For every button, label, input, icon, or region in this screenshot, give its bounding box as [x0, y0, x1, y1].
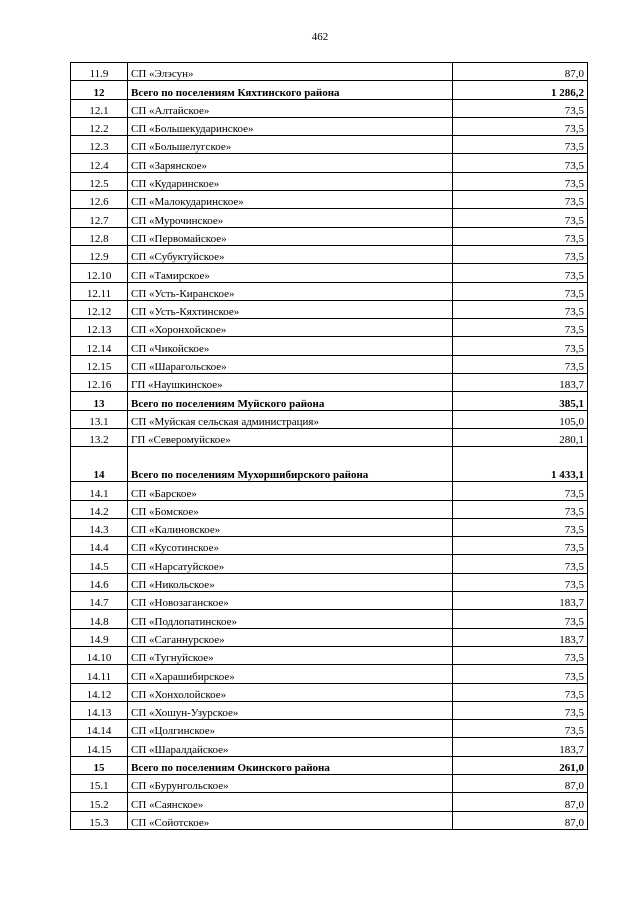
settlement-name-cell: СП «Зарянское» [128, 154, 453, 172]
amount-cell: 73,5 [453, 537, 588, 555]
table-row [71, 410, 588, 428]
settlement-name-cell: СП «Хошун-Узурское» [128, 701, 453, 719]
row-number-cell: 12.8 [71, 227, 128, 245]
amount-cell: 105,0 [453, 410, 588, 428]
amount-cell: 183,7 [453, 374, 588, 392]
table-row [71, 555, 588, 573]
table-row [71, 720, 588, 738]
amount-cell: 73,5 [453, 337, 588, 355]
settlement-name-cell: СП «Сойотское» [128, 811, 453, 829]
table-row [71, 63, 588, 81]
row-number-cell: 13.1 [71, 410, 128, 428]
settlement-name-cell: ГП «Северомуйское» [128, 428, 453, 446]
table-total-row [71, 756, 588, 774]
settlement-name-cell: СП «Кусотинское» [128, 537, 453, 555]
amount-cell: 87,0 [453, 793, 588, 811]
table-row [71, 154, 588, 172]
row-number-cell: 14.10 [71, 646, 128, 664]
settlement-name-cell: СП «Алтайское» [128, 99, 453, 117]
amount-cell: 280,1 [453, 428, 588, 446]
settlement-name-cell: СП «Цолгинское» [128, 720, 453, 738]
row-number-cell: 12 [71, 81, 128, 99]
table-row [71, 282, 588, 300]
settlement-name-cell: СП «Усть-Киранское» [128, 282, 453, 300]
table-row [71, 573, 588, 591]
settlement-name-cell: СП «Элэсун» [128, 63, 453, 81]
settlement-name-cell: СП «Саянское» [128, 793, 453, 811]
table-total-row [71, 392, 588, 410]
amount-cell: 73,5 [453, 683, 588, 701]
table-row [71, 300, 588, 318]
row-number-cell: 12.3 [71, 136, 128, 154]
table-total-row [71, 447, 588, 482]
amount-cell: 73,5 [453, 282, 588, 300]
amount-cell: 73,5 [453, 99, 588, 117]
settlement-name-cell: СП «Новозаганское» [128, 592, 453, 610]
row-number-cell: 12.13 [71, 319, 128, 337]
settlement-name-cell: СП «Мурочинское» [128, 209, 453, 227]
settlement-name-cell: СП «Бомское» [128, 500, 453, 518]
settlement-name-cell: СП «Калиновское» [128, 518, 453, 536]
table-row [71, 99, 588, 117]
table-row [71, 136, 588, 154]
table-row [71, 117, 588, 135]
row-number-cell: 13 [71, 392, 128, 410]
amount-cell: 73,5 [453, 209, 588, 227]
amount-cell: 73,5 [453, 319, 588, 337]
row-number-cell: 14.2 [71, 500, 128, 518]
row-number-cell: 14.15 [71, 738, 128, 756]
table-row [71, 537, 588, 555]
table-row [71, 646, 588, 664]
amount-cell: 183,7 [453, 738, 588, 756]
settlement-name-cell: СП «Бурунгольское» [128, 774, 453, 792]
row-number-cell: 14.1 [71, 482, 128, 500]
settlement-name-cell: СП «Хонхолойское» [128, 683, 453, 701]
table-row [71, 701, 588, 719]
amount-cell: 73,5 [453, 646, 588, 664]
table-row [71, 774, 588, 792]
amount-cell: 73,5 [453, 245, 588, 263]
settlement-name-cell: СП «Харашибирское» [128, 665, 453, 683]
table-row [71, 500, 588, 518]
table-row [71, 665, 588, 683]
amount-cell: 73,5 [453, 355, 588, 373]
row-number-cell: 14.11 [71, 665, 128, 683]
settlement-name-cell: СП «Кударинское» [128, 172, 453, 190]
table-row [71, 482, 588, 500]
amount-cell: 73,5 [453, 172, 588, 190]
row-number-cell: 14.6 [71, 573, 128, 591]
row-number-cell: 14.9 [71, 628, 128, 646]
amount-cell: 261,0 [453, 756, 588, 774]
amount-cell: 73,5 [453, 154, 588, 172]
row-number-cell: 14.14 [71, 720, 128, 738]
amount-cell: 73,5 [453, 665, 588, 683]
table-row [71, 191, 588, 209]
row-number-cell: 15.1 [71, 774, 128, 792]
settlement-name-cell: СП «Тамирское» [128, 264, 453, 282]
row-number-cell: 15.2 [71, 793, 128, 811]
settlement-name-cell: СП «Чикойское» [128, 337, 453, 355]
page-number: 462 [311, 31, 329, 43]
row-number-cell: 14.8 [71, 610, 128, 628]
settlement-name-cell: Всего по поселениям Кяхтинского района [128, 81, 453, 99]
settlement-name-cell: СП «Большекударинское» [128, 117, 453, 135]
row-number-cell: 14.7 [71, 592, 128, 610]
amount-cell: 73,5 [453, 136, 588, 154]
table-row [71, 428, 588, 446]
row-number-cell: 12.11 [71, 282, 128, 300]
amount-cell: 73,5 [453, 300, 588, 318]
row-number-cell: 12.7 [71, 209, 128, 227]
settlement-name-cell: СП «Субуктуйское» [128, 245, 453, 263]
amount-cell: 73,5 [453, 555, 588, 573]
table-row [71, 264, 588, 282]
settlement-name-cell: Всего по поселениям Мухоршибирского района [128, 447, 453, 482]
row-number-cell: 12.12 [71, 300, 128, 318]
amount-cell: 87,0 [453, 63, 588, 81]
table-row [71, 683, 588, 701]
amount-cell: 73,5 [453, 191, 588, 209]
row-number-cell: 12.2 [71, 117, 128, 135]
settlement-name-cell: СП «Саганнурское» [128, 628, 453, 646]
row-number-cell: 15 [71, 756, 128, 774]
table-row [71, 209, 588, 227]
amount-cell: 385,1 [453, 392, 588, 410]
amount-cell: 73,5 [453, 117, 588, 135]
table-row [71, 355, 588, 373]
row-number-cell: 12.9 [71, 245, 128, 263]
amount-cell: 183,7 [453, 592, 588, 610]
table-row [71, 793, 588, 811]
amount-cell: 73,5 [453, 518, 588, 536]
row-number-cell: 14 [71, 447, 128, 482]
settlement-name-cell: СП «Усть-Кяхтинское» [128, 300, 453, 318]
settlement-name-cell: СП «Малокударинское» [128, 191, 453, 209]
row-number-cell: 12.15 [71, 355, 128, 373]
settlement-name-cell: СП «Муйская сельская администрация» [128, 410, 453, 428]
table-row [71, 374, 588, 392]
row-number-cell: 12.4 [71, 154, 128, 172]
table-row [71, 227, 588, 245]
amount-cell: 73,5 [453, 482, 588, 500]
row-number-cell: 12.10 [71, 264, 128, 282]
table-row [71, 592, 588, 610]
row-number-cell: 14.4 [71, 537, 128, 555]
table-row [71, 337, 588, 355]
settlement-name-cell: СП «Шаралдайское» [128, 738, 453, 756]
row-number-cell: 12.1 [71, 99, 128, 117]
row-number-cell: 12.14 [71, 337, 128, 355]
settlement-name-cell: СП «Барское» [128, 482, 453, 500]
table-row [71, 610, 588, 628]
settlement-name-cell: Всего по поселениям Муйского района [128, 392, 453, 410]
amount-cell: 1 286,2 [453, 81, 588, 99]
settlement-name-cell: СП «Подлопатинское» [128, 610, 453, 628]
amount-cell: 87,0 [453, 811, 588, 829]
amount-cell: 1 433,1 [453, 447, 588, 482]
settlements-table [70, 62, 588, 830]
amount-cell: 73,5 [453, 573, 588, 591]
amount-cell: 73,5 [453, 500, 588, 518]
settlement-name-cell: Всего по поселениям Окинского района [128, 756, 453, 774]
table-row [71, 811, 588, 829]
table-total-row [71, 81, 588, 99]
settlement-name-cell: СП «Нарсатуйское» [128, 555, 453, 573]
row-number-cell: 14.5 [71, 555, 128, 573]
amount-cell: 183,7 [453, 628, 588, 646]
row-number-cell: 13.2 [71, 428, 128, 446]
table-row [71, 319, 588, 337]
amount-cell: 73,5 [453, 610, 588, 628]
settlement-name-cell: ГП «Наушкинское» [128, 374, 453, 392]
table-row [71, 172, 588, 190]
settlement-name-cell: СП «Первомайское» [128, 227, 453, 245]
table-row [71, 245, 588, 263]
amount-cell: 73,5 [453, 227, 588, 245]
settlement-name-cell: СП «Большелугское» [128, 136, 453, 154]
table-row [71, 628, 588, 646]
row-number-cell: 14.12 [71, 683, 128, 701]
row-number-cell: 12.6 [71, 191, 128, 209]
table-body [71, 63, 588, 830]
settlement-name-cell: СП «Тугнуйское» [128, 646, 453, 664]
table-row [71, 518, 588, 536]
table-row [71, 738, 588, 756]
row-number-cell: 14.3 [71, 518, 128, 536]
row-number-cell: 15.3 [71, 811, 128, 829]
amount-cell: 73,5 [453, 264, 588, 282]
row-number-cell: 12.5 [71, 172, 128, 190]
amount-cell: 73,5 [453, 701, 588, 719]
row-number-cell: 12.16 [71, 374, 128, 392]
settlement-name-cell: СП «Хоронхойское» [128, 319, 453, 337]
amount-cell: 73,5 [453, 720, 588, 738]
settlement-name-cell: СП «Никольское» [128, 573, 453, 591]
row-number-cell: 14.13 [71, 701, 128, 719]
settlement-name-cell: СП «Шарагольское» [128, 355, 453, 373]
row-number-cell: 11.9 [71, 63, 128, 81]
amount-cell: 87,0 [453, 774, 588, 792]
